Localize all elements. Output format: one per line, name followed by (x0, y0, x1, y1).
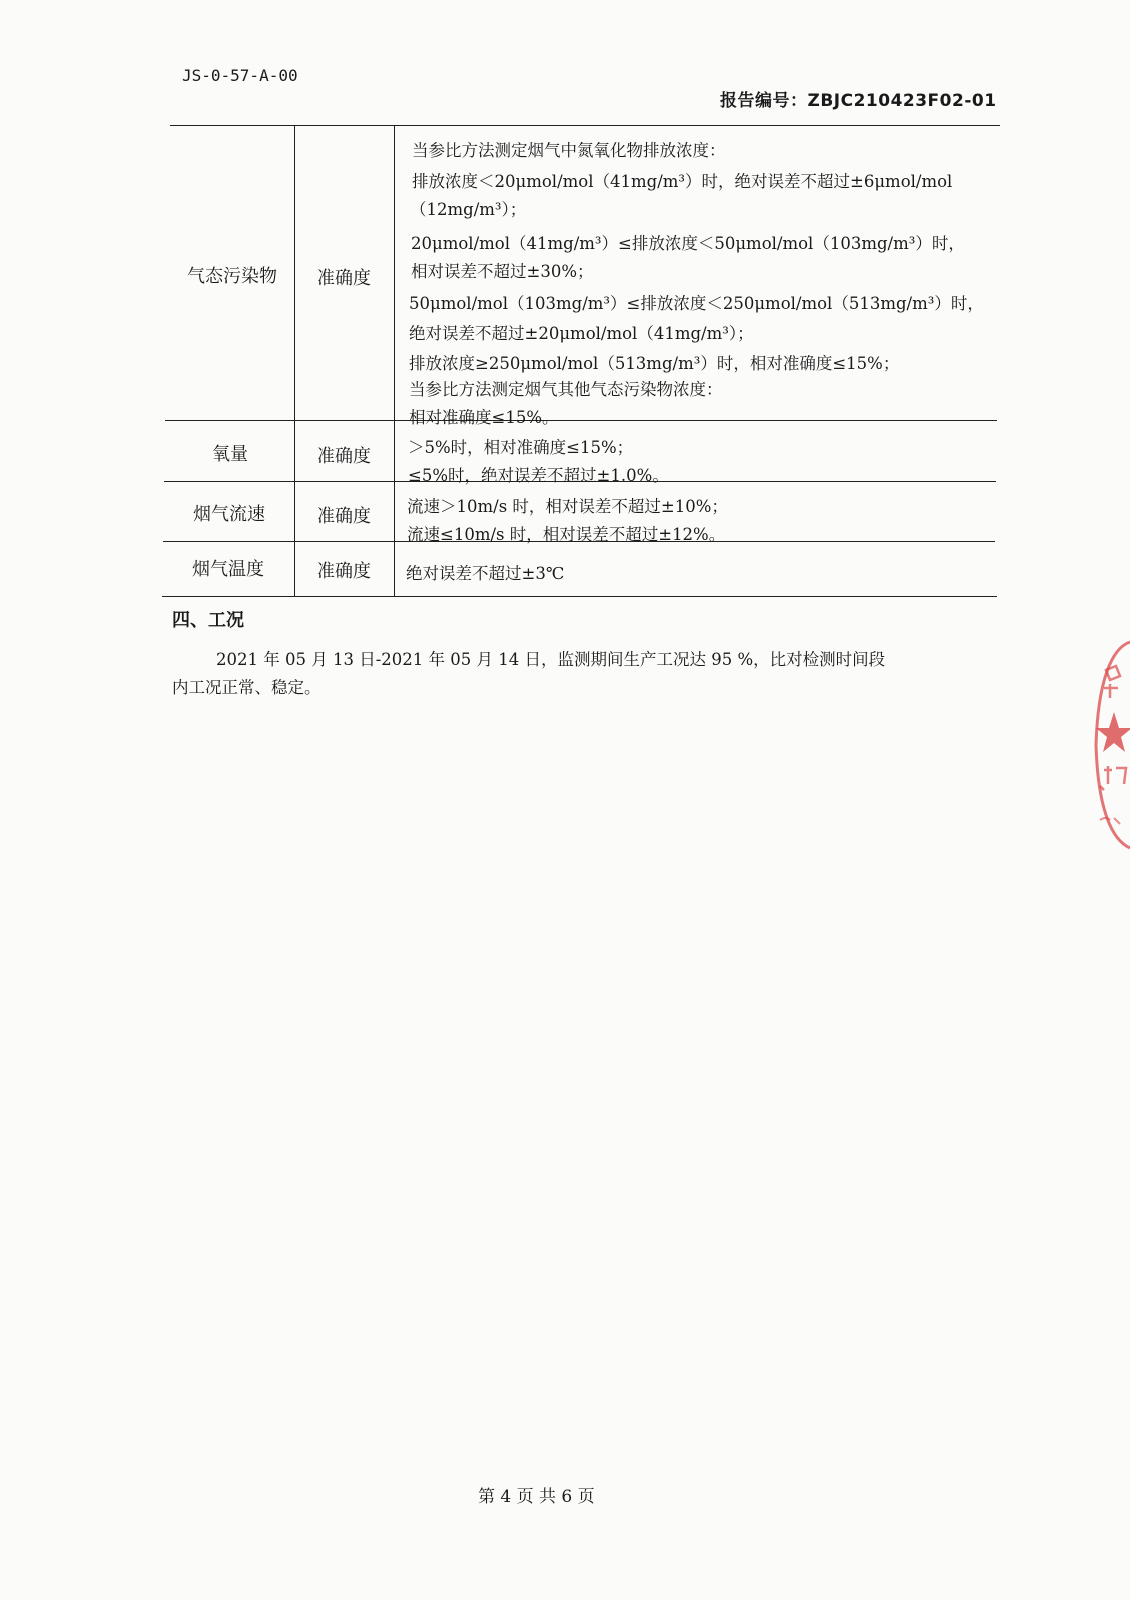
content-line: 流速≤10m/s 时，相对误差不超过±12%。 (407, 525, 726, 544)
content-line: （12mg/m³）； (410, 200, 527, 219)
content-line: 相对准确度≤15%。 (409, 408, 559, 427)
stamp-icon (1092, 640, 1130, 850)
paragraph-line: 内工况正常、稳定。 (172, 678, 321, 697)
table-col-divider (394, 125, 395, 596)
content-line: 当参比方法测定烟气中氮氧化物排放浓度： (412, 141, 726, 160)
table-row-divider (165, 420, 997, 421)
table-cell-item: 烟气温度 (192, 559, 264, 580)
content-line: 当参比方法测定烟气其他气态污染物浓度： (409, 380, 723, 399)
table-cell-item: 烟气流速 (193, 504, 265, 525)
content-line: 绝对误差不超过±3℃ (406, 564, 565, 583)
table-cell-metric: 准确度 (317, 268, 371, 289)
content-line: ≤5%时，绝对误差不超过±1.0%。 (408, 466, 669, 485)
table-cell-item: 气态污染物 (187, 266, 277, 287)
content-line: 20μmol/mol（41mg/m³）≤排放浓度＜50μmol/mol（103mg/m³）时， (411, 234, 965, 253)
content-line: 排放浓度≥250μmol/mol（513mg/m³）时，相对准确度≤15%； (409, 354, 900, 373)
page-number: 第 4 页 共 6 页 (478, 1487, 595, 1507)
content-line: 流速＞10m/s 时，相对误差不超过±10%； (407, 497, 728, 516)
document-code: JS-0-57-A-00 (182, 66, 298, 85)
content-line: 50μmol/mol（103mg/m³）≤排放浓度＜250μmol/mol（513mg/m³）时， (409, 294, 984, 313)
table-cell-metric: 准确度 (317, 506, 371, 527)
section-title: 四、工况 (172, 610, 244, 631)
content-line: 绝对误差不超过±20μmol/mol（41mg/m³）； (409, 324, 754, 343)
table-cell-item: 氧量 (212, 444, 248, 465)
table-bottom-border (162, 596, 997, 597)
content-line: 排放浓度＜20μmol/mol（41mg/m³）时，绝对误差不超过±6μmol/mol (412, 172, 953, 191)
table-cell-metric: 准确度 (317, 561, 371, 582)
paragraph-line: 2021 年 05 月 13 日-2021 年 05 月 14 日，监测期间生产工况达 95 %，比对检测时间段 (216, 650, 886, 669)
report-number: 报告编号：ZBJC210423F02-01 (720, 91, 997, 111)
content-line: 相对误差不超过±30%； (411, 262, 594, 281)
table-cell-metric: 准确度 (317, 446, 371, 467)
content-line: ＞5%时，相对准确度≤15%； (408, 438, 634, 457)
